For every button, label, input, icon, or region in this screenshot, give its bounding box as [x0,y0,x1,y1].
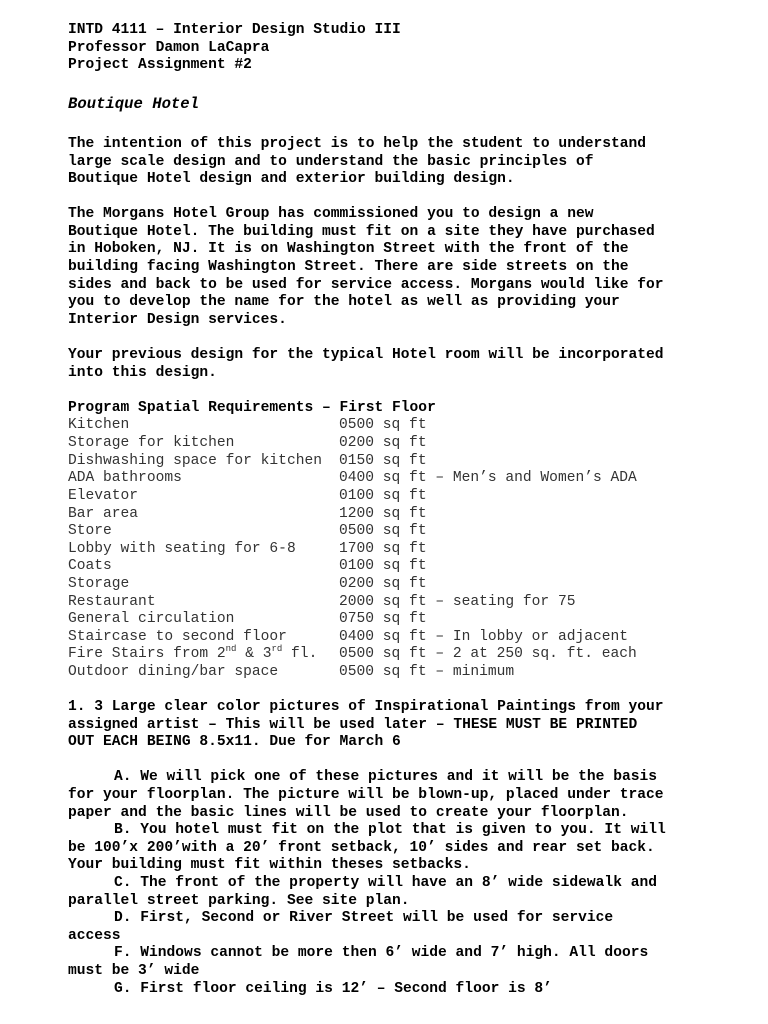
intro-line: large scale design and to understand the basic principles of [68,154,594,170]
program-space: Store [68,523,112,539]
program-area: 0750 sq ft [339,611,427,627]
subitem-b-line: be 100’x 200’with a 20’ front setback, 10’ sides and rear set back. [68,840,655,856]
program-area: 0500 sq ft – minimum [339,664,515,680]
program-space: Storage for kitchen [68,435,235,451]
program-space: Lobby with seating for 6-8 [68,541,296,557]
brief-line: Boutique Hotel. The building must fit on a site they have purchased [68,224,655,240]
brief-line: building facing Washington Street. There are side streets on the [68,259,629,275]
subitem-g-first: G. First floor ceiling is 12’ – Second floor is 8’ [114,981,552,997]
previous-line: Your previous design for the typical Hotel room will be incorporated [68,347,664,363]
program-area: 0500 sq ft [339,523,427,539]
previous-line: into this design. [68,365,217,381]
course-line: INTD 4111 – Interior Design Studio III [68,22,401,38]
ordinal-suffix: nd [225,644,237,655]
program-area: 2000 sq ft – seating for 75 [339,594,576,610]
item1-line: assigned artist – This will be used later – THESE MUST BE PRINTED [68,717,638,733]
brief-line: you to develop the name for the hotel as well as providing your [68,294,620,310]
program-area: 0200 sq ft [339,435,427,451]
program-heading: Program Spatial Requirements – First Floor [68,400,436,416]
program-space-part: Fire Stairs from 2 [68,646,226,662]
program-space: General circulation [68,611,235,627]
intro-line: The intention of this project is to help the student to understand [68,136,647,152]
program-area: 1700 sq ft [339,541,427,557]
program-area: 0500 sq ft – 2 at 250 sq. ft. each [339,646,637,662]
ordinal-suffix: rd [271,644,283,655]
subitem-b-first: B. You hotel must fit on the plot that is given to you. It will [114,822,666,838]
program-space: Restaurant [68,594,156,610]
brief-line: The Morgans Hotel Group has commissioned you to design a new [68,206,594,222]
brief-line: in Hoboken, NJ. It is on Washington Street with the front of the [68,241,629,257]
program-space: Kitchen [68,417,130,433]
item1-line: OUT EACH BEING 8.5x11. Due for March 6 [68,734,401,750]
subitem-c-line: parallel street parking. See site plan. [68,893,410,909]
program-space: Coats [68,558,112,574]
program-space: Outdoor dining/bar space [68,664,279,680]
program-space: Dishwashing space for kitchen [68,453,322,469]
subitem-d-line: access [68,928,121,944]
assignment-line: Project Assignment #2 [68,57,252,73]
program-area: 0100 sq ft [339,488,427,504]
program-area: 0150 sq ft [339,453,427,469]
subitem-b-line: Your building must fit within theses setbacks. [68,857,471,873]
subitem-f-first: F. Windows cannot be more then 6’ wide and 7’ high. All doors [114,945,649,961]
subitem-a-line: for your floorplan. The picture will be blown-up, placed under trace [68,787,664,803]
subitem-c-first: C. The front of the property will have an 8’ wide sidewalk and [114,875,657,891]
intro-line: Boutique Hotel design and exterior building design. [68,171,515,187]
program-area: 0200 sq ft [339,576,427,592]
program-space [68,646,317,664]
program-space-part: fl. [282,646,318,662]
document-title: Boutique Hotel [68,95,200,113]
program-area: 0400 sq ft – Men’s and Women’s ADA [339,470,637,486]
brief-line: sides and back to be used for service access. Morgans would like for [68,277,664,293]
program-area: 1200 sq ft [339,506,427,522]
subitem-d-first: D. First, Second or River Street will be used for service [114,910,614,926]
program-area: 0500 sq ft [339,417,427,433]
brief-line: Interior Design services. [68,312,287,328]
program-space-part: & 3 [236,646,272,662]
subitem-a-first: A. We will pick one of these pictures and it will be the basis [114,769,657,785]
subitem-f-line: must be 3’ wide [68,963,200,979]
professor-line: Professor Damon LaCapra [68,40,270,56]
item1-line: 1. 3 Large clear color pictures of Inspirational Paintings from your [68,699,664,715]
program-space: Bar area [68,506,139,522]
program-space: Elevator [68,488,139,504]
program-area: 0400 sq ft – In lobby or adjacent [339,629,629,645]
program-space: ADA bathrooms [68,470,182,486]
program-area: 0100 sq ft [339,558,427,574]
program-space: Staircase to second floor [68,629,287,645]
subitem-a-line: paper and the basic lines will be used to create your floorplan. [68,805,629,821]
program-space: Storage [68,576,130,592]
